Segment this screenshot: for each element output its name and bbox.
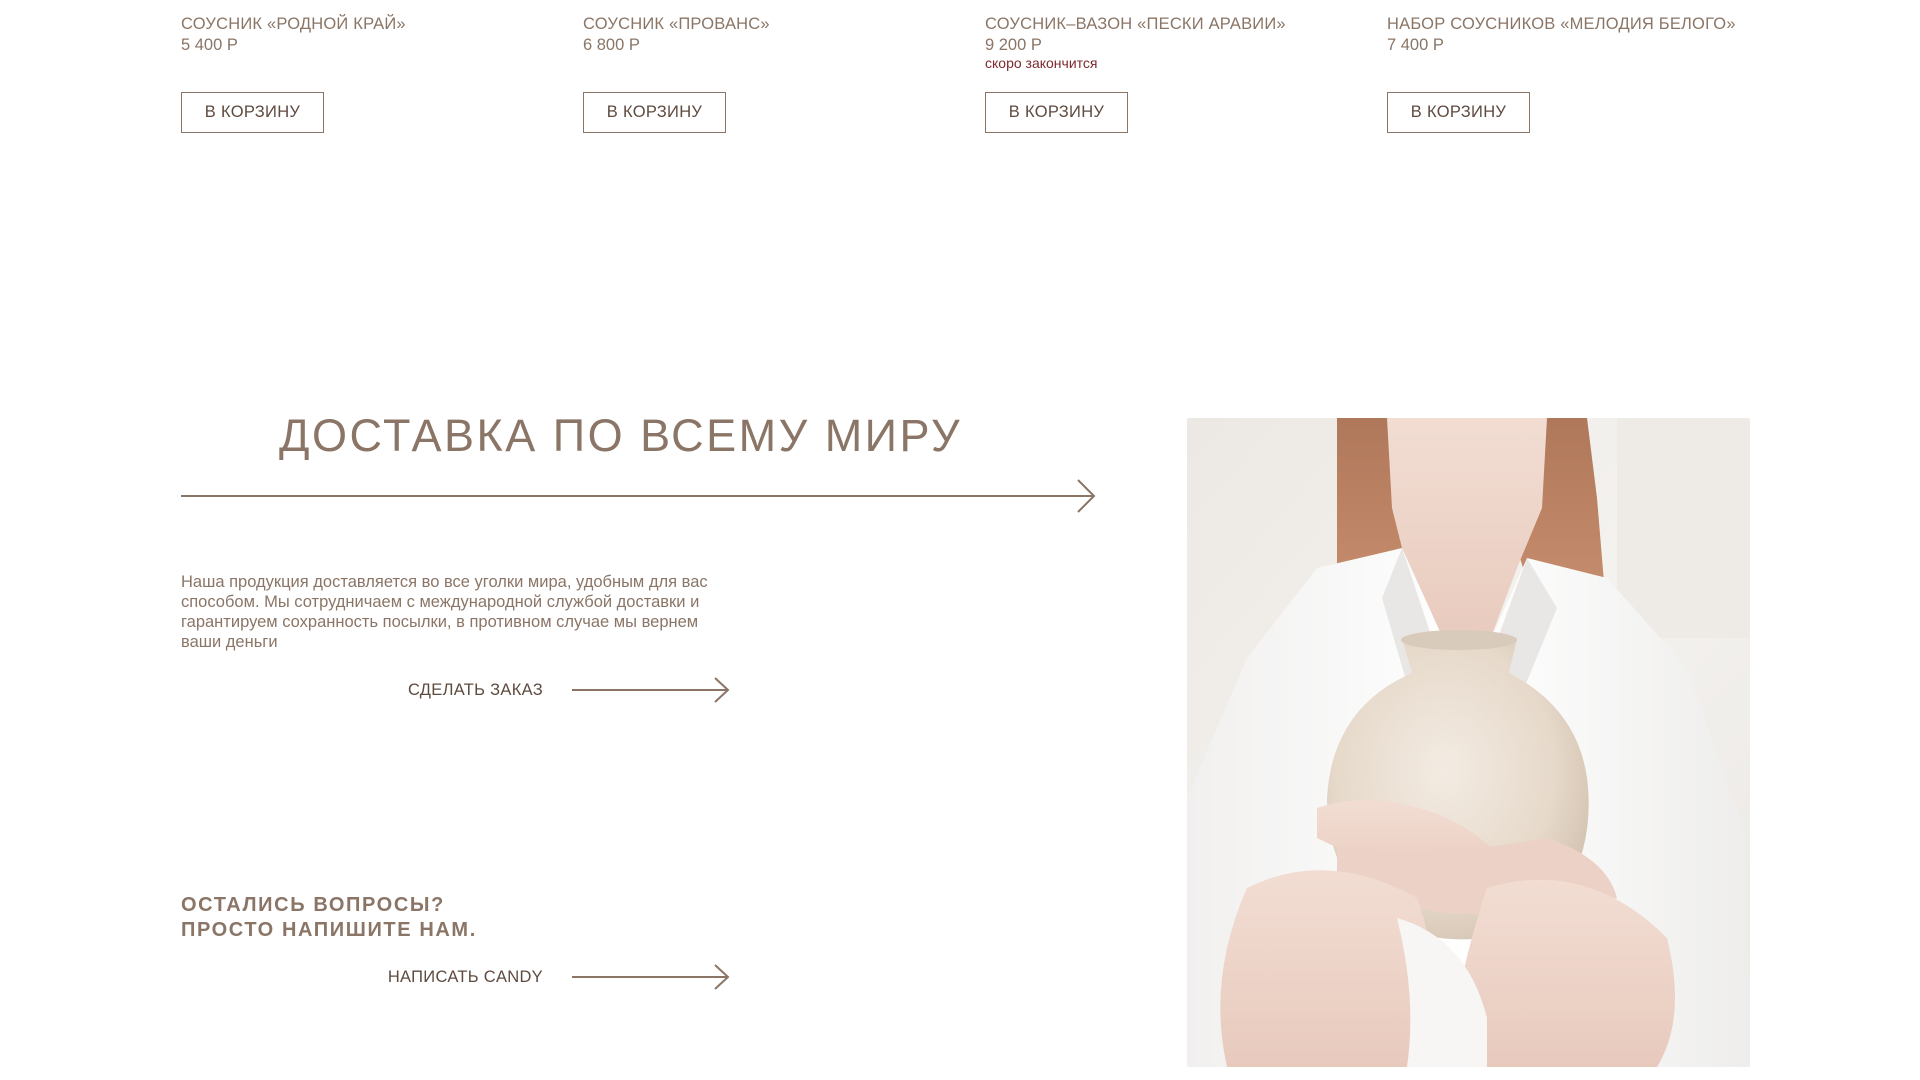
add-to-cart-button[interactable]: В КОРЗИНУ [985,92,1128,133]
add-to-cart-button[interactable]: В КОРЗИНУ [181,92,324,133]
arrow-right-icon [572,963,730,991]
product-name[interactable]: НАБОР СОУСНИКОВ «МЕЛОДИЯ БЕЛОГО» [1387,15,1736,33]
product-price: 7 400 Р [1387,36,1444,54]
questions-line-2: ПРОСТО НАПИШИТЕ НАМ. [181,919,477,941]
product-price: 9 200 Р [985,36,1042,54]
product-row [181,14,1761,144]
woman-with-vase-photo [1187,418,1750,1067]
product-price: 6 800 Р [583,36,640,54]
questions-heading [181,893,477,943]
delivery-title: ДОСТАВКА ПО ВСЕМУ МИРУ [279,410,963,461]
write-candy-link[interactable] [330,963,730,991]
add-to-cart-button[interactable]: В КОРЗИНУ [1387,92,1530,133]
product-name[interactable]: СОУСНИК «РОДНОЙ КРАЙ» [181,15,406,33]
add-to-cart-button[interactable]: В КОРЗИНУ [583,92,726,133]
arrow-right-icon [572,676,730,704]
product-card [583,14,983,121]
product-name[interactable]: СОУСНИК–ВАЗОН «ПЕСКИ АРАВИИ» [985,15,1286,33]
product-card [985,14,1385,121]
long-arrow-right-icon [181,479,1096,513]
questions-line-1: ОСТАЛИСЬ ВОПРОСЫ? [181,894,445,916]
product-price: 5 400 Р [181,36,238,54]
write-candy-label: НАПИСАТЬ CANDY [387,968,543,986]
make-order-link[interactable] [330,676,730,704]
stock-warning: скоро закончится [985,55,1098,71]
product-name[interactable]: СОУСНИК «ПРОВАНС» [583,15,770,33]
make-order-label: СДЕЛАТЬ ЗАКАЗ [407,681,543,699]
product-card [1387,14,1787,121]
delivery-description: Наша продукция доставляется во все уголки мира, удобным для вас способом. Мы сотрудничаем с международной службой доставки и гарантируем сохранность посылки, в противном случае мы вернем ваши деньги [181,573,708,651]
product-card [181,14,581,121]
